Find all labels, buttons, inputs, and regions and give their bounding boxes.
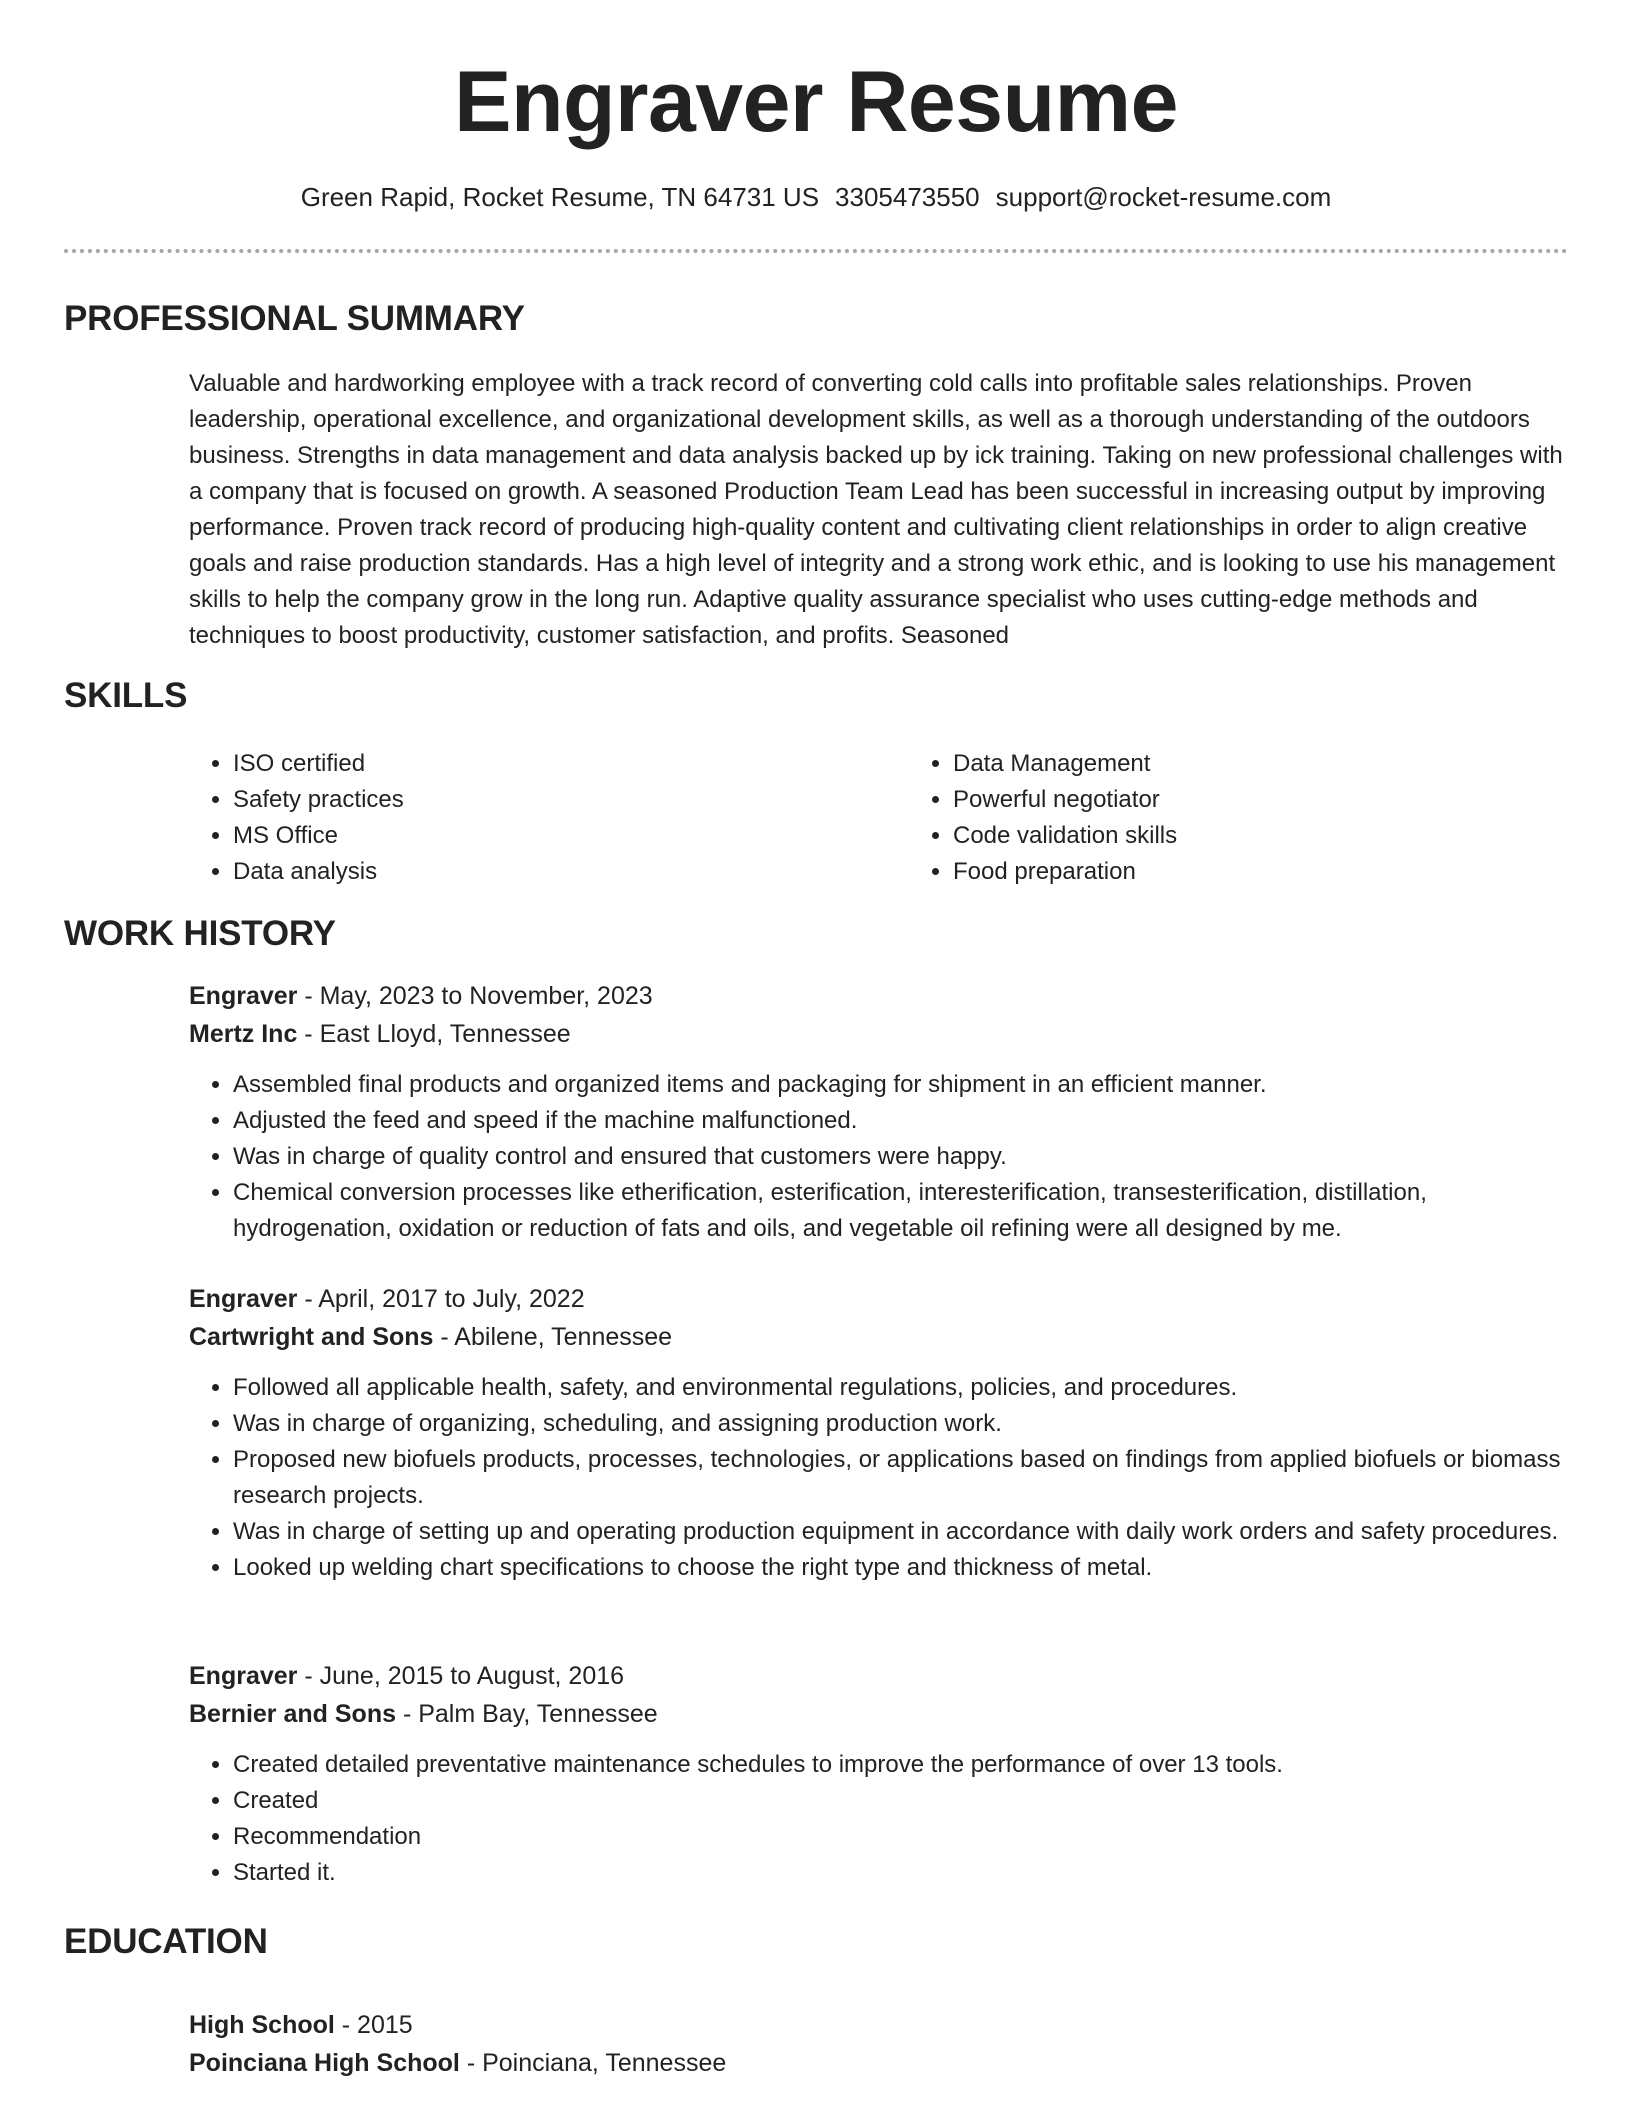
contact-phone: 3305473550 — [835, 182, 980, 212]
skills-column-right — [849, 746, 1569, 890]
skill-item: • MS Office — [233, 818, 849, 854]
job-title-line — [189, 1657, 1571, 1695]
skills-column-left — [189, 746, 849, 890]
job-company-line — [189, 1015, 1571, 1053]
job-bullet: • Proposed new biofuels products, processes, technologies, or applications based on findings from applied biofuels or biomass research projects. — [233, 1442, 1571, 1514]
job-title-line — [189, 1280, 1571, 1318]
job-bullet: • Recommendation — [233, 1819, 1571, 1855]
job-bullets — [189, 1370, 1571, 1586]
resume-title: Engraver Resume — [454, 54, 1178, 150]
job-company: Mertz Inc — [189, 1020, 298, 1048]
job-location: - Abilene, Tennessee — [433, 1323, 673, 1351]
job-bullet: • Created detailed preventative maintenance schedules to improve the performance of over 13 tools. — [233, 1747, 1571, 1783]
education-year: - 2015 — [334, 2011, 413, 2039]
education-location: - Poinciana, Tennessee — [459, 2049, 727, 2077]
job-bullet: • Started it. — [233, 1855, 1571, 1891]
skill-item: • ISO certified — [233, 746, 849, 782]
job-bullet: • Was in charge of quality control and ensured that customers were happy. — [233, 1139, 1571, 1175]
job-company-line — [189, 1318, 1571, 1356]
job-bullet: • Looked up welding chart specifications to choose the right type and thickness of metal. — [233, 1550, 1571, 1586]
education-school-line — [189, 2044, 1571, 2082]
job-company: Bernier and Sons — [189, 1700, 396, 1728]
job-role: Engraver — [189, 1285, 298, 1313]
job-role: Engraver — [189, 1662, 298, 1690]
job-entry — [189, 977, 1571, 1247]
skills-list — [189, 746, 1569, 890]
job-company-line — [189, 1695, 1571, 1733]
education-degree: High School — [189, 2011, 335, 2039]
skills-heading: SKILLS — [64, 676, 188, 715]
education-school: Poinciana High School — [189, 2049, 460, 2077]
job-bullet: • Adjusted the feed and speed if the machine malfunctioned. — [233, 1103, 1571, 1139]
header-divider — [64, 249, 1568, 253]
job-location: - Palm Bay, Tennessee — [396, 1700, 658, 1728]
contact-line — [0, 180, 1632, 214]
job-company: Cartwright and Sons — [189, 1323, 434, 1351]
contact-address: Green Rapid, Rocket Resume, TN 64731 US — [300, 182, 820, 212]
skill-item: • Data analysis — [233, 854, 849, 890]
job-bullets — [189, 1067, 1571, 1247]
contact-email: support@rocket-resume.com — [995, 182, 1332, 212]
skill-item: • Code validation skills — [953, 818, 1569, 854]
job-bullet: • Created — [233, 1783, 1571, 1819]
job-bullets — [189, 1747, 1571, 1891]
job-bullet: • Chemical conversion processes like etherification, esterification, interesterification, transesterification, distillation, hydrogenation, oxidation or reduction of fats and oils, and vegetable oil refining were all designed by me. — [233, 1175, 1571, 1247]
job-entry — [189, 1657, 1571, 1891]
job-title-line — [189, 977, 1571, 1015]
skill-item: • Safety practices — [233, 782, 849, 818]
job-entry — [189, 1280, 1571, 1586]
job-bullet: • Assembled final products and organized items and packaging for shipment in an efficient manner. — [233, 1067, 1571, 1103]
education-degree-line — [189, 2006, 1571, 2044]
summary-text: Valuable and hardworking employee with a track record of converting cold calls into profitable sales relationships. Proven leadership, operational excellence, and organizational development skills, as well as a thorough understanding of the outdoors business. Strengths in data management and data analysis backed up by ick training. Taking on new professional challenges with a company that is focused on growth. A seasoned Production Team Lead has been successful in increasing output by improving performance. Proven track record of producing high-quality content and cultivating client relationships in order to align creative goals and raise production standards. Has a high level of integrity and a strong work ethic, and is looking to use his management skills to help the company grow in the long run. Adaptive quality assurance specialist who uses cutting-edge methods and techniques to boost productivity, customer satisfaction, and profits. Seasoned — [189, 370, 1563, 649]
skill-item: • Food preparation — [953, 854, 1569, 890]
summary-heading: PROFESSIONAL SUMMARY — [64, 299, 525, 338]
work-history-heading: WORK HISTORY — [64, 914, 336, 953]
job-location: - East Lloyd, Tennessee — [297, 1020, 571, 1048]
job-bullet: • Was in charge of setting up and operating production equipment in accordance with daily work orders and safety procedures. — [233, 1514, 1571, 1550]
education-heading: EDUCATION — [64, 1922, 268, 1961]
job-dates: - June, 2015 to August, 2016 — [297, 1662, 625, 1690]
job-dates: - April, 2017 to July, 2022 — [297, 1285, 585, 1313]
education-entry — [189, 2006, 1571, 2082]
skill-item: • Powerful negotiator — [953, 782, 1569, 818]
job-role: Engraver — [189, 982, 298, 1010]
job-bullet: • Followed all applicable health, safety, and environmental regulations, policies, and procedures. — [233, 1370, 1571, 1406]
skill-item: • Data Management — [953, 746, 1569, 782]
job-dates: - May, 2023 to November, 2023 — [297, 982, 653, 1010]
job-bullet: • Was in charge of organizing, scheduling, and assigning production work. — [233, 1406, 1571, 1442]
